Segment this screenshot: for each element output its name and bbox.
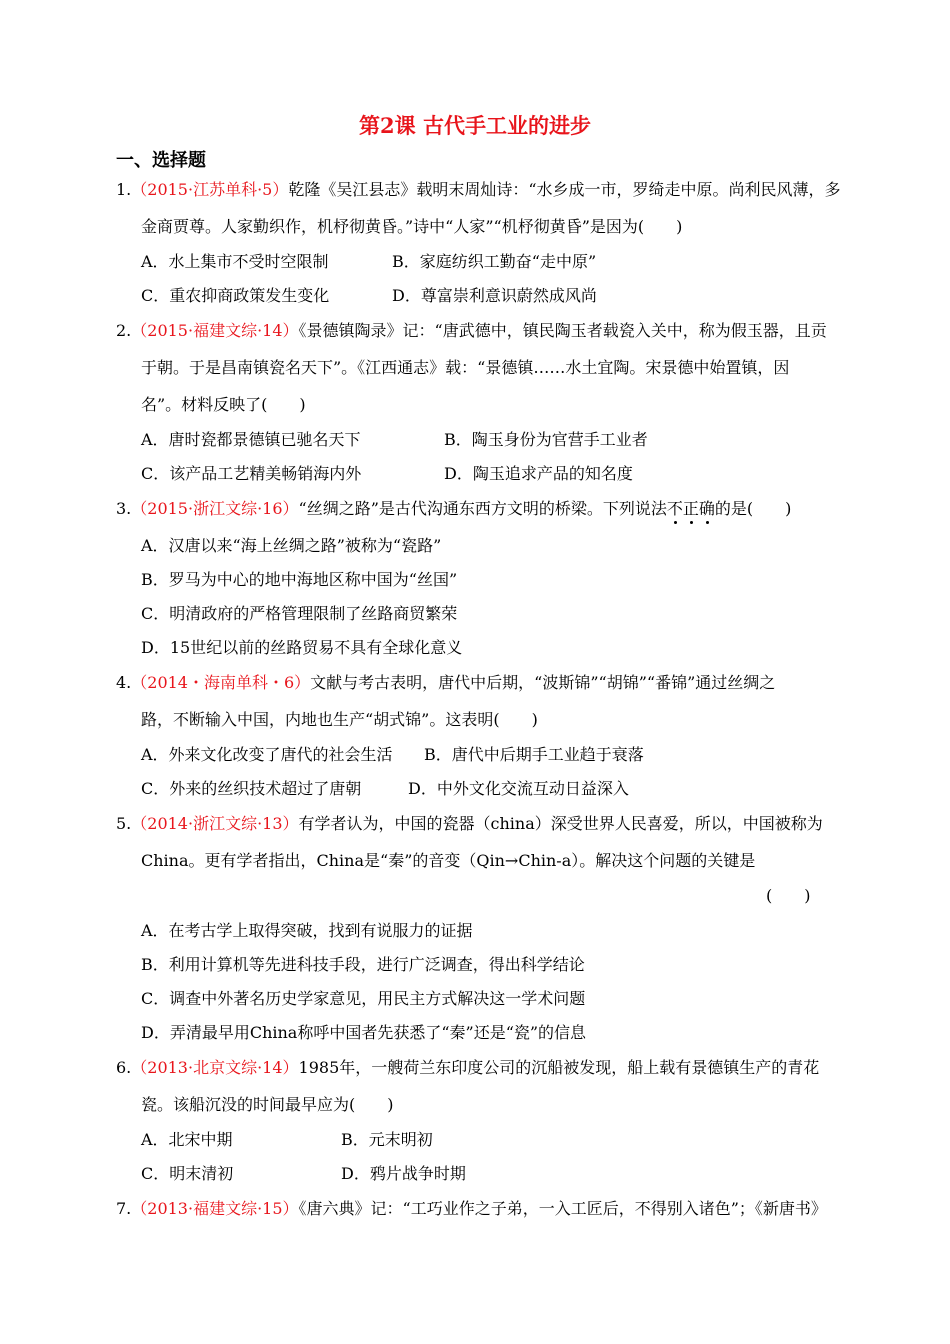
- question-3-line-1: [116, 498, 791, 520]
- question-4-line-2: 路，不断输入中国，内地也生产“胡式锦”。这表明( ): [141, 710, 538, 729]
- question-1-line-2: 金商贾尊。人家勤织作，机杼彻黄昏。”诗中“人家”“机杼彻黄昏”是因为( ): [141, 217, 683, 236]
- question-6-line-2: 瓷。该船沉没的时间最早应为( ): [141, 1095, 394, 1114]
- question-6-option-c: C．明末清初: [141, 1164, 234, 1183]
- question-5-option-d: D．弄清最早用China称呼中国者先获悉了“秦”还是“瓷”的信息: [141, 1023, 587, 1042]
- question-3-option-b: B．罗马为中心的地中海地区称中国为“丝国”: [141, 570, 458, 589]
- question-3-option-d: D．15世纪以前的丝路贸易不具有全球化意义: [141, 638, 463, 657]
- question-source: （2013·福建文综·15）: [131, 1199, 299, 1218]
- emphasis-dot: [674, 521, 677, 524]
- question-number: 5.: [116, 814, 132, 833]
- question-7-line-1: [116, 1198, 827, 1220]
- question-2-line-2: 于朝。于是昌南镇瓷名天下”。《江西通志》载：“景德镇……水土宜陶。宋景德中始置镇，因: [141, 358, 790, 377]
- question-1-option-c: C．重农抑商政策发生变化: [141, 286, 330, 305]
- emphasis-dot: [690, 521, 693, 524]
- emphasis-dot: [706, 521, 709, 524]
- question-number: 2.: [116, 321, 132, 340]
- question-6-option-d: D．鸦片战争时期: [341, 1164, 466, 1183]
- question-number: 3.: [116, 499, 132, 518]
- question-text: 有学者认为，中国的瓷器（china）深受世界人民喜爱，所以，中国被称为: [298, 814, 823, 833]
- question-6-option-a: A．北宋中期: [141, 1130, 233, 1149]
- question-number: 1.: [116, 180, 132, 199]
- question-2-option-a: A．唐时瓷都景德镇已驰名天下: [141, 430, 361, 449]
- question-6-line-1: [116, 1057, 819, 1079]
- question-5-line-1: [116, 813, 823, 835]
- question-2-option-c: C．该产品工艺精美畅销海内外: [141, 464, 362, 483]
- answer-parentheses: ( ): [766, 886, 811, 905]
- question-1-option-a: A．水上集市不受时空限制: [141, 252, 329, 271]
- question-text: 乾隆《吴江县志》载明末周灿诗：“水乡成一市，罗绮走中原。尚利民风薄，多: [288, 180, 841, 199]
- question-4-option-d: D．中外文化交流互动日益深入: [408, 779, 629, 798]
- question-number: 4.: [116, 673, 132, 692]
- question-text: 《景德镇陶录》记：“唐武德中，镇民陶玉者载瓷入关中，称为假玉器，且贡: [298, 321, 827, 340]
- question-5-option-a: A．在考古学上取得突破，找到有说服力的证据: [141, 921, 473, 940]
- question-5-line-2: China。更有学者指出，China是“秦”的音变（Qin→Chin-a）。解决这个问题的关键是: [141, 851, 756, 870]
- question-5-option-b: B．利用计算机等先进科技手段，进行广泛调查，得出科学结论: [141, 955, 585, 974]
- question-source: （2015·福建文综·14）: [131, 321, 299, 340]
- question-1-line-1: [116, 179, 841, 201]
- question-source: （2014・海南单科・6）: [131, 673, 311, 692]
- question-4-option-a: A．外来文化改变了唐代的社会生活: [141, 745, 393, 764]
- emphasis-word: 不正确: [666, 499, 715, 518]
- question-text-end: 的是( ): [714, 499, 792, 518]
- question-2-line-3: 名”。材料反映了( ): [141, 395, 306, 414]
- question-6-option-b: B．元末明初: [341, 1130, 433, 1149]
- question-text: 《唐六典》记：“工巧业作之子弟，一入工匠后，不得别入诸色”；《新唐书》: [298, 1199, 827, 1218]
- question-source: （2013·北京文综·14）: [131, 1058, 299, 1077]
- question-source: （2015·浙江文综·16）: [131, 499, 299, 518]
- question-text: 1985年，一艘荷兰东印度公司的沉船被发现，船上载有景德镇生产的青花: [298, 1058, 820, 1077]
- emphasis-text: [667, 499, 715, 518]
- question-source: （2014·浙江文综·13）: [131, 814, 299, 833]
- question-4-option-b: B．唐代中后期手工业趋于衰落: [424, 745, 644, 764]
- question-4-line-1: [116, 672, 775, 694]
- question-3-option-a: A．汉唐以来“海上丝绸之路”被称为“瓷路”: [141, 536, 442, 555]
- question-5-option-c: C．调查中外著名历史学家意见，用民主方式解决这一学术问题: [141, 989, 586, 1008]
- question-2-line-1: [116, 320, 827, 342]
- question-4-option-c: C．外来的丝织技术超过了唐朝: [141, 779, 362, 798]
- section-heading: 一、选择题: [116, 150, 206, 171]
- question-text: “丝绸之路”是古代沟通东西方文明的桥梁。下列说法: [298, 499, 667, 518]
- question-number: 7.: [116, 1199, 132, 1218]
- question-source: （2015·江苏单科·5）: [131, 180, 289, 199]
- page-title: 第2课 古代手工业的进步: [359, 113, 591, 138]
- question-2-option-d: D．陶玉追求产品的知名度: [444, 464, 633, 483]
- question-1-option-b: B．家庭纺织工勤奋“走中原”: [392, 252, 597, 271]
- question-2-option-b: B．陶玉身份为官营手工业者: [444, 430, 648, 449]
- question-1-option-d: D．尊富崇利意识蔚然成风尚: [392, 286, 597, 305]
- question-number: 6.: [116, 1058, 132, 1077]
- question-text: 文献与考古表明，唐代中后期，“波斯锦”“胡锦”“番锦”通过丝绸之: [310, 673, 776, 692]
- question-3-option-c: C．明清政府的严格管理限制了丝路商贸繁荣: [141, 604, 458, 623]
